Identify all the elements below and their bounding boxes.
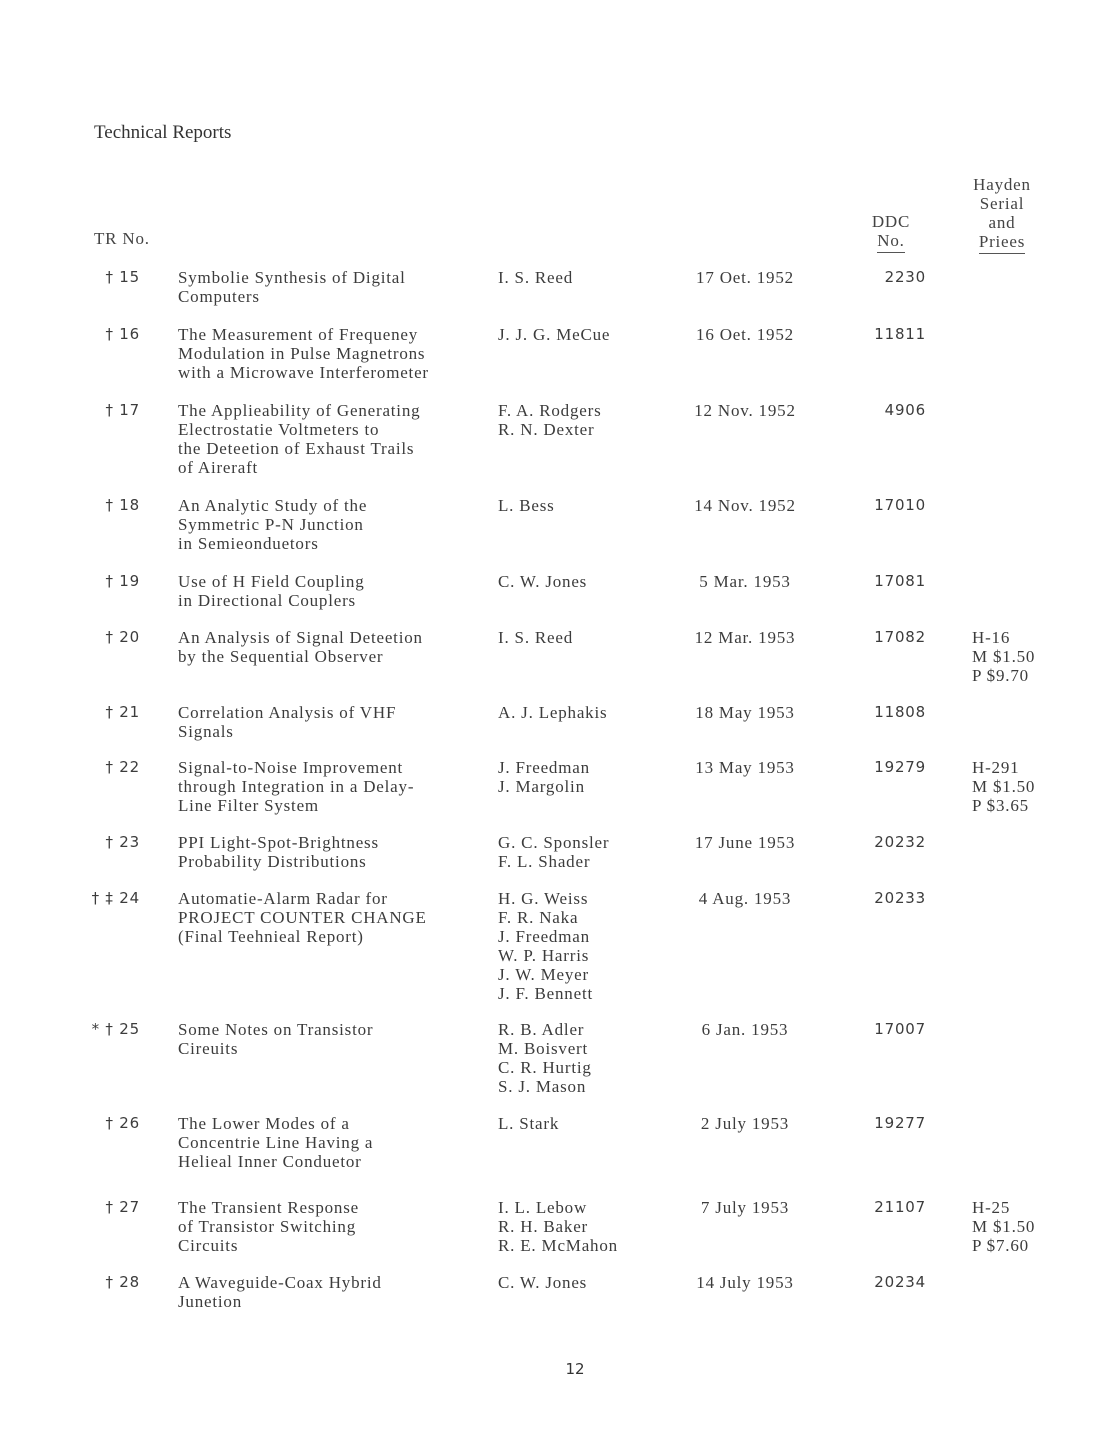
ddc-number: 19279 bbox=[874, 758, 926, 776]
report-title-line: The Lower Modes of a bbox=[178, 1114, 350, 1133]
report-date: 14 July 1953 bbox=[696, 1273, 794, 1292]
tr-number: † 27 bbox=[105, 1198, 140, 1216]
report-title bbox=[178, 758, 493, 815]
tr-number: † 16 bbox=[105, 325, 140, 343]
report-authors bbox=[498, 401, 678, 439]
report-title-line: An Analysis of Signal Deteetion bbox=[178, 628, 423, 647]
tr-number: † ‡ 24 bbox=[91, 889, 140, 907]
report-title-line: PPI Light-Spot-Brightness bbox=[178, 833, 379, 852]
report-authors-line: L. Stark bbox=[498, 1114, 560, 1133]
ddc-number: 11811 bbox=[874, 325, 926, 343]
report-title bbox=[178, 1114, 493, 1171]
report-authors bbox=[498, 758, 678, 796]
report-title-line: Symmetric P-N Junction bbox=[178, 515, 364, 534]
tr-number: † 22 bbox=[105, 758, 140, 776]
hayden-serial-price-line: M $1.50 bbox=[972, 647, 1036, 666]
report-date: 2 July 1953 bbox=[700, 1114, 790, 1133]
report-title-line: Probability Distributions bbox=[178, 852, 367, 871]
report-title-line: in Semieonduetors bbox=[178, 534, 319, 553]
report-authors-line: L. Bess bbox=[498, 496, 555, 515]
report-authors-line: J. Margolin bbox=[498, 777, 585, 796]
tr-number: † 19 bbox=[105, 572, 140, 590]
ddc-number: 21107 bbox=[874, 1198, 926, 1216]
header-hayden-line: Serial bbox=[979, 194, 1025, 213]
tr-number: * † 25 bbox=[91, 1020, 140, 1038]
hayden-serial-price-line: H-291 bbox=[972, 758, 1020, 777]
report-title-line: The Transient Response bbox=[178, 1198, 359, 1217]
report-title bbox=[178, 401, 493, 477]
report-title-line: by the Sequential Observer bbox=[178, 647, 384, 666]
report-title bbox=[178, 703, 493, 741]
tr-number: † 17 bbox=[105, 401, 140, 419]
ddc-number: 17010 bbox=[874, 496, 926, 514]
report-date: 18 May 1953 bbox=[695, 703, 795, 722]
ddc-number: 11808 bbox=[874, 703, 926, 721]
report-date: 6 Jan. 1953 bbox=[701, 1020, 789, 1039]
report-authors-line: C. W. Jones bbox=[498, 572, 588, 591]
hayden-serial-price bbox=[972, 758, 1052, 815]
tr-number: † 26 bbox=[105, 1114, 140, 1132]
report-title-line: Cireuits bbox=[178, 1039, 239, 1058]
report-authors-line: I. L. Lebow bbox=[498, 1198, 588, 1217]
report-title-line: PROJECT COUNTER CHANGE bbox=[178, 908, 427, 927]
header-hayden-line: and bbox=[988, 213, 1016, 232]
header-tr-no: TR No. bbox=[94, 229, 150, 248]
report-title bbox=[178, 572, 493, 610]
report-title-line: Modulation in Pulse Magnetrons bbox=[178, 344, 426, 363]
report-authors bbox=[498, 1198, 678, 1255]
header-ddc-line: No. bbox=[877, 231, 904, 253]
report-title-line: Computers bbox=[178, 287, 260, 306]
report-date: 12 Mar. 1953 bbox=[694, 628, 796, 647]
report-title-line: Automatie-Alarm Radar for bbox=[178, 889, 388, 908]
hayden-serial-price-line: P $7.60 bbox=[972, 1236, 1029, 1255]
report-authors bbox=[498, 1273, 678, 1292]
ddc-number: 20234 bbox=[874, 1273, 926, 1291]
report-authors-line: J. Freedman bbox=[498, 927, 590, 946]
report-authors-line: R. E. McMahon bbox=[498, 1236, 618, 1255]
report-title-line: with a Microwave Interferometer bbox=[178, 363, 429, 382]
header-ddc-line: DDC bbox=[871, 212, 911, 231]
report-title-line: Circuits bbox=[178, 1236, 239, 1255]
tr-number: † 28 bbox=[105, 1273, 140, 1291]
report-title-line: (Final Teehnieal Report) bbox=[178, 927, 364, 946]
report-title-line: Line Filter System bbox=[178, 796, 319, 815]
report-title bbox=[178, 628, 493, 666]
report-title-line: the Deteetion of Exhaust Trails bbox=[178, 439, 415, 458]
report-authors-line: S. J. Mason bbox=[498, 1077, 587, 1096]
report-authors-line: I. S. Reed bbox=[498, 628, 574, 647]
report-authors-line: F. A. Rodgers bbox=[498, 401, 602, 420]
report-title-line: Symbolie Synthesis of Digital bbox=[178, 268, 406, 287]
ddc-number: 17007 bbox=[874, 1020, 926, 1038]
report-date: 17 Oet. 1952 bbox=[696, 268, 794, 287]
report-authors-line: I. S. Reed bbox=[498, 268, 574, 287]
report-authors-line: F. L. Shader bbox=[498, 852, 591, 871]
report-authors bbox=[498, 833, 678, 871]
hayden-serial-price-line: H-16 bbox=[972, 628, 1011, 647]
report-authors bbox=[498, 628, 678, 647]
header-hayden bbox=[966, 175, 1038, 254]
hayden-serial-price-line: P $3.65 bbox=[972, 796, 1029, 815]
report-authors-line: W. P. Harris bbox=[498, 946, 590, 965]
hayden-serial-price-line: M $1.50 bbox=[972, 777, 1036, 796]
report-authors-line: J. F. Bennett bbox=[498, 984, 593, 1003]
report-title-line: Correlation Analysis of VHF bbox=[178, 703, 397, 722]
report-authors bbox=[498, 496, 678, 515]
report-title-line: Use of H Field Coupling bbox=[178, 572, 365, 591]
report-authors-line: R. N. Dexter bbox=[498, 420, 595, 439]
tr-number: † 15 bbox=[105, 268, 140, 286]
section-title: Technical Reports bbox=[94, 122, 232, 143]
tr-number: † 18 bbox=[105, 496, 140, 514]
report-authors-line: C. W. Jones bbox=[498, 1273, 588, 1292]
report-authors-line: H. G. Weiss bbox=[498, 889, 589, 908]
report-authors-line: J. W. Meyer bbox=[498, 965, 589, 984]
report-date: 4 Aug. 1953 bbox=[698, 889, 792, 908]
report-authors-line: J. J. G. MeCue bbox=[498, 325, 611, 344]
ddc-number: 17082 bbox=[874, 628, 926, 646]
report-title-line: in Directional Couplers bbox=[178, 591, 356, 610]
report-title-line: of Transistor Switching bbox=[178, 1217, 357, 1236]
hayden-serial-price-line: M $1.50 bbox=[972, 1217, 1036, 1236]
report-title bbox=[178, 268, 493, 306]
report-title-line: Junetion bbox=[178, 1292, 243, 1311]
report-authors-line: G. C. Sponsler bbox=[498, 833, 610, 852]
header-hayden-line: Priees bbox=[979, 232, 1025, 254]
tr-number: † 21 bbox=[105, 703, 140, 721]
report-title-line: The Measurement of Frequeney bbox=[178, 325, 419, 344]
report-title bbox=[178, 1020, 493, 1058]
report-title bbox=[178, 889, 493, 946]
report-title-line: The Applieability of Generating bbox=[178, 401, 421, 420]
report-title bbox=[178, 833, 493, 871]
ddc-number: 4906 bbox=[884, 401, 926, 419]
report-date: 16 Oet. 1952 bbox=[696, 325, 794, 344]
hayden-serial-price bbox=[972, 1198, 1052, 1255]
ddc-number: 19277 bbox=[874, 1114, 926, 1132]
report-date: 5 Mar. 1953 bbox=[699, 572, 791, 591]
ddc-number: 20232 bbox=[874, 833, 926, 851]
report-authors bbox=[498, 325, 678, 344]
report-title-line: through Integration in a Delay- bbox=[178, 777, 415, 796]
report-title-line: Electrostatie Voltmeters to bbox=[178, 420, 380, 439]
report-date: 13 May 1953 bbox=[695, 758, 795, 777]
report-authors-line: J. Freedman bbox=[498, 758, 590, 777]
report-title-line: An Analytic Study of the bbox=[178, 496, 368, 515]
report-title-line: of Aireraft bbox=[178, 458, 259, 477]
hayden-serial-price-line: P $9.70 bbox=[972, 666, 1029, 685]
report-authors-line: C. R. Hurtig bbox=[498, 1058, 592, 1077]
tr-number: † 23 bbox=[105, 833, 140, 851]
report-title-line: Concentrie Line Having a bbox=[178, 1133, 374, 1152]
hayden-serial-price bbox=[972, 628, 1052, 685]
report-authors-line: M. Boisvert bbox=[498, 1039, 589, 1058]
page-number: 12 bbox=[565, 1360, 585, 1378]
report-date: 14 Nov. 1952 bbox=[694, 496, 796, 515]
report-title-line: Signal-to-Noise Improvement bbox=[178, 758, 404, 777]
report-authors bbox=[498, 1020, 678, 1096]
report-title bbox=[178, 325, 493, 382]
report-title-line: A Waveguide-Coax Hybrid bbox=[178, 1273, 382, 1292]
report-authors bbox=[498, 572, 678, 591]
report-title bbox=[178, 1273, 493, 1311]
report-authors bbox=[498, 1114, 678, 1133]
report-date: 7 July 1953 bbox=[700, 1198, 790, 1217]
header-ddc-no bbox=[862, 212, 920, 253]
ddc-number: 17081 bbox=[874, 572, 926, 590]
report-authors bbox=[498, 268, 678, 287]
report-authors bbox=[498, 703, 678, 722]
hayden-serial-price-line: H-25 bbox=[972, 1198, 1011, 1217]
report-authors bbox=[498, 889, 678, 1003]
report-date: 12 Nov. 1952 bbox=[694, 401, 796, 420]
header-hayden-line: Hayden bbox=[973, 175, 1031, 194]
report-title-line: Some Notes on Transistor bbox=[178, 1020, 374, 1039]
report-title bbox=[178, 1198, 493, 1255]
report-authors-line: A. J. Lephakis bbox=[498, 703, 608, 722]
report-authors-line: F. R. Naka bbox=[498, 908, 579, 927]
report-title-line: Helieal Inner Conduetor bbox=[178, 1152, 362, 1171]
report-title-line: Signals bbox=[178, 722, 234, 741]
report-authors-line: R. B. Adler bbox=[498, 1020, 585, 1039]
ddc-number: 20233 bbox=[874, 889, 926, 907]
report-authors-line: R. H. Baker bbox=[498, 1217, 589, 1236]
report-title bbox=[178, 496, 493, 553]
report-date: 17 June 1953 bbox=[694, 833, 796, 852]
tr-number: † 20 bbox=[105, 628, 140, 646]
ddc-number: 2230 bbox=[884, 268, 926, 286]
